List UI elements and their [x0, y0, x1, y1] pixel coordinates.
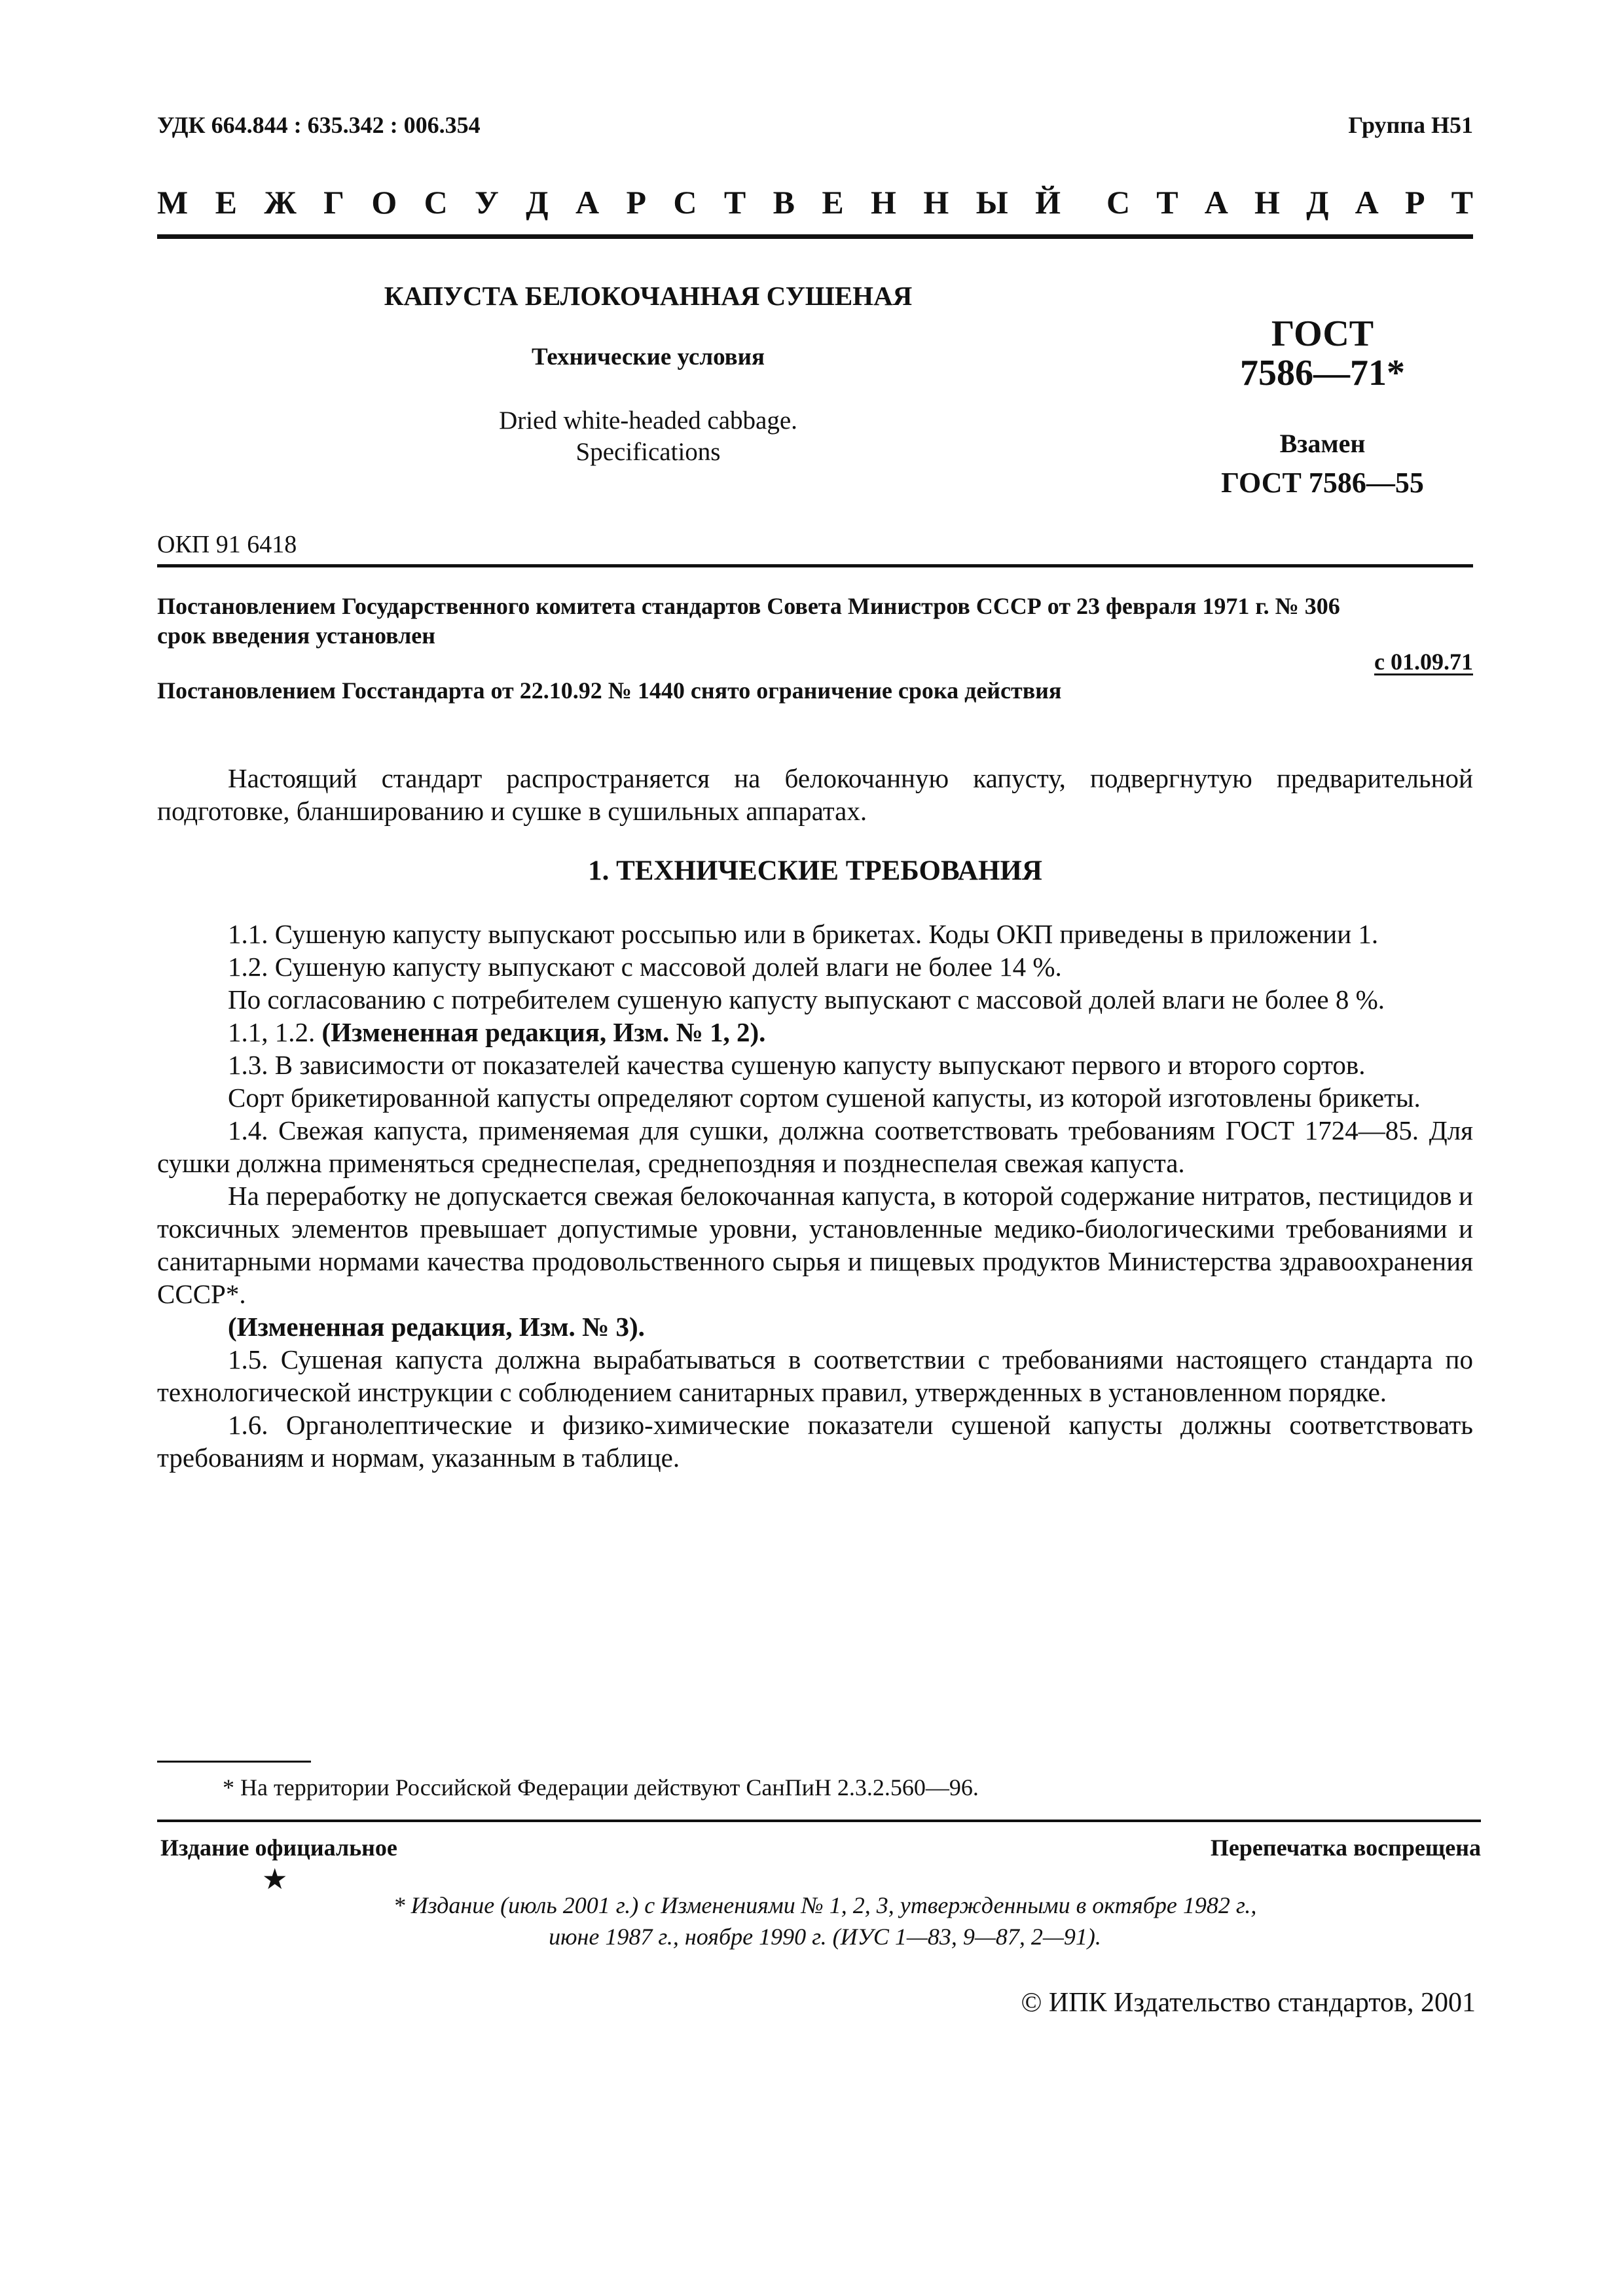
group-code: Группа Н51 — [1348, 112, 1473, 138]
banner-letter: А — [1204, 184, 1228, 221]
banner-letter: Й — [1035, 184, 1061, 221]
official-edition: Издание официальное — [160, 1835, 397, 1861]
replaces-label: Взамен — [1279, 429, 1366, 458]
banner-letter: Ж — [264, 184, 297, 221]
banner-letter: О — [371, 184, 397, 221]
banner-letter: Т — [1156, 184, 1178, 221]
banner-letter: С — [1106, 184, 1131, 221]
banner-letter: С — [673, 184, 697, 221]
banner-letter: У — [475, 184, 499, 221]
banner-letter: Р — [1404, 184, 1425, 221]
banner-letter: М — [157, 184, 189, 221]
banner-letter: В — [773, 184, 795, 221]
reprint-prohibited: Перепечатка воспрещена — [1210, 1835, 1481, 1861]
banner-letter: Г — [323, 184, 344, 221]
banner-letter: А — [575, 184, 600, 221]
amendment-text: (Измененная редакция, Изм. № 1, 2). — [321, 1017, 766, 1047]
banner-letter: Д — [1306, 184, 1329, 221]
star-icon: ★ — [262, 1863, 288, 1895]
decree-line-2: срок введения установлен — [157, 622, 436, 649]
decree-line-3: Постановлением Госстандарта от 22.10.92 № 1440 снято ограничение срока действия — [157, 677, 1062, 704]
banner-letter: Е — [822, 184, 844, 221]
banner-letter: Е — [215, 184, 237, 221]
paragraph-1-4-note: На переработку не допускается свежая белокочанная капуста, в которой содержание нитратов, пестицидов и токсичных элементов превышает допустимые уровни, установленные медико-биологическими требованиями и санитарными нормами качества продовольственного сырья и пищевых продуктов Министерства здравоохранения СССР*. — [157, 1181, 1473, 1309]
footer-rule — [157, 1820, 1481, 1822]
replaces-gost: ГОСТ 7586—55 — [1221, 467, 1424, 499]
paragraph-1-1: 1.1. Сушеную капусту выпускают россыпью или в брикетах. Коды ОКП приведены в приложении 1. — [228, 919, 1379, 949]
standard-banner — [157, 183, 1473, 221]
footnote-rule — [157, 1761, 311, 1763]
paragraph-1-4: 1.4. Свежая капуста, применяемая для сушки, должна соответствовать требованиям ГОСТ 1724—85. Для сушки должна применяться среднеспелая, среднепоздняя и позднеспелая свежая капуста. — [157, 1115, 1473, 1178]
paragraph-amendment-3: (Измененная редакция, Изм. № 3). — [228, 1312, 645, 1342]
amendment-ref: 1.1, 1.2. — [228, 1017, 316, 1047]
okp-rule — [157, 564, 1473, 567]
edition-note-line-1: * Издание (июль 2001 г.) с Изменениями № 1, 2, 3, утвержденными в октябре 1982 г., — [393, 1892, 1257, 1918]
banner-letter: Н — [1254, 184, 1280, 221]
document-title: КАПУСТА БЕЛОКОЧАННАЯ СУШЕНАЯ — [384, 281, 913, 311]
section-1-title: 1. ТЕХНИЧЕСКИЕ ТРЕБОВАНИЯ — [588, 855, 1042, 886]
banner-letter: Н — [923, 184, 949, 221]
banner-letter: А — [1355, 184, 1379, 221]
banner-word-interstate — [157, 183, 1061, 221]
paragraph-amendment-1-2 — [157, 1016, 1473, 1049]
paragraph-1-2: 1.2. Сушеную капусту выпускают с массовой долей влаги не более 14 %. — [228, 952, 1062, 982]
banner-rule — [157, 234, 1473, 239]
gost-number: 7586—71* — [1240, 353, 1405, 393]
english-title-line-2: Specifications — [575, 438, 721, 466]
banner-letter: Р — [626, 184, 646, 221]
copyright: © ИПК Издательство стандартов, 2001 — [1021, 1988, 1476, 2018]
banner-letter: Т — [1451, 184, 1473, 221]
paragraph-1-2-note: По согласованию с потребителем сушеную капусту выпускают с массовой долей влаги не более 8 %. — [228, 984, 1385, 1014]
edition-note-line-2: июне 1987 г., ноябре 1990 г. (ИУС 1—83, 9—87, 2—91). — [549, 1924, 1101, 1950]
english-title-line-1: Dried white-headed cabbage. — [499, 406, 797, 435]
main-text — [157, 762, 1473, 1474]
banner-letter: Н — [871, 184, 896, 221]
intro-paragraph: Настоящий стандарт распространяется на белокочанную капусту, подвергнутую предварительной подготовке, бланшированию и сушке в сушильных аппаратах. — [157, 763, 1473, 826]
paragraph-1-3-note: Сорт брикетированной капусты определяют сортом сушеной капусты, из которой изготовлены брикеты. — [228, 1083, 1421, 1113]
gost-label: ГОСТ — [1271, 314, 1374, 354]
udk-code: УДК 664.844 : 635.342 : 006.354 — [157, 112, 481, 138]
decree-line-1: Постановлением Государственного комитета стандартов Совета Министров СССР от 23 февраля 1971 г. № 306 — [157, 593, 1340, 619]
footnote: * На территории Российской Федерации действуют СанПиН 2.3.2.560—96. — [223, 1774, 979, 1801]
banner-letter: Д — [526, 184, 549, 221]
paragraph-1-6: 1.6. Органолептические и физико-химические показатели сушеной капусты должны соответствовать требованиям и нормам, указанным в таблице. — [157, 1410, 1473, 1473]
okp-code: ОКП 91 6418 — [157, 531, 297, 558]
paragraph-1-3: 1.3. В зависимости от показателей качества сушеную капусту выпускают первого и второго сортов. — [228, 1050, 1366, 1080]
effective-date: с 01.09.71 — [1374, 649, 1473, 675]
paragraph-1-5: 1.5. Сушеная капуста должна вырабатываться в соответствии с требованиями настоящего стандарта по технологической инструкции с соблюдением санитарных правил, утвержденных в установленном порядке. — [157, 1344, 1473, 1407]
banner-word-standard — [1106, 183, 1473, 221]
banner-letter: Ы — [976, 184, 1008, 221]
banner-letter: С — [424, 184, 448, 221]
banner-letter: Т — [723, 184, 746, 221]
document-subtitle: Технические условия — [532, 344, 765, 370]
